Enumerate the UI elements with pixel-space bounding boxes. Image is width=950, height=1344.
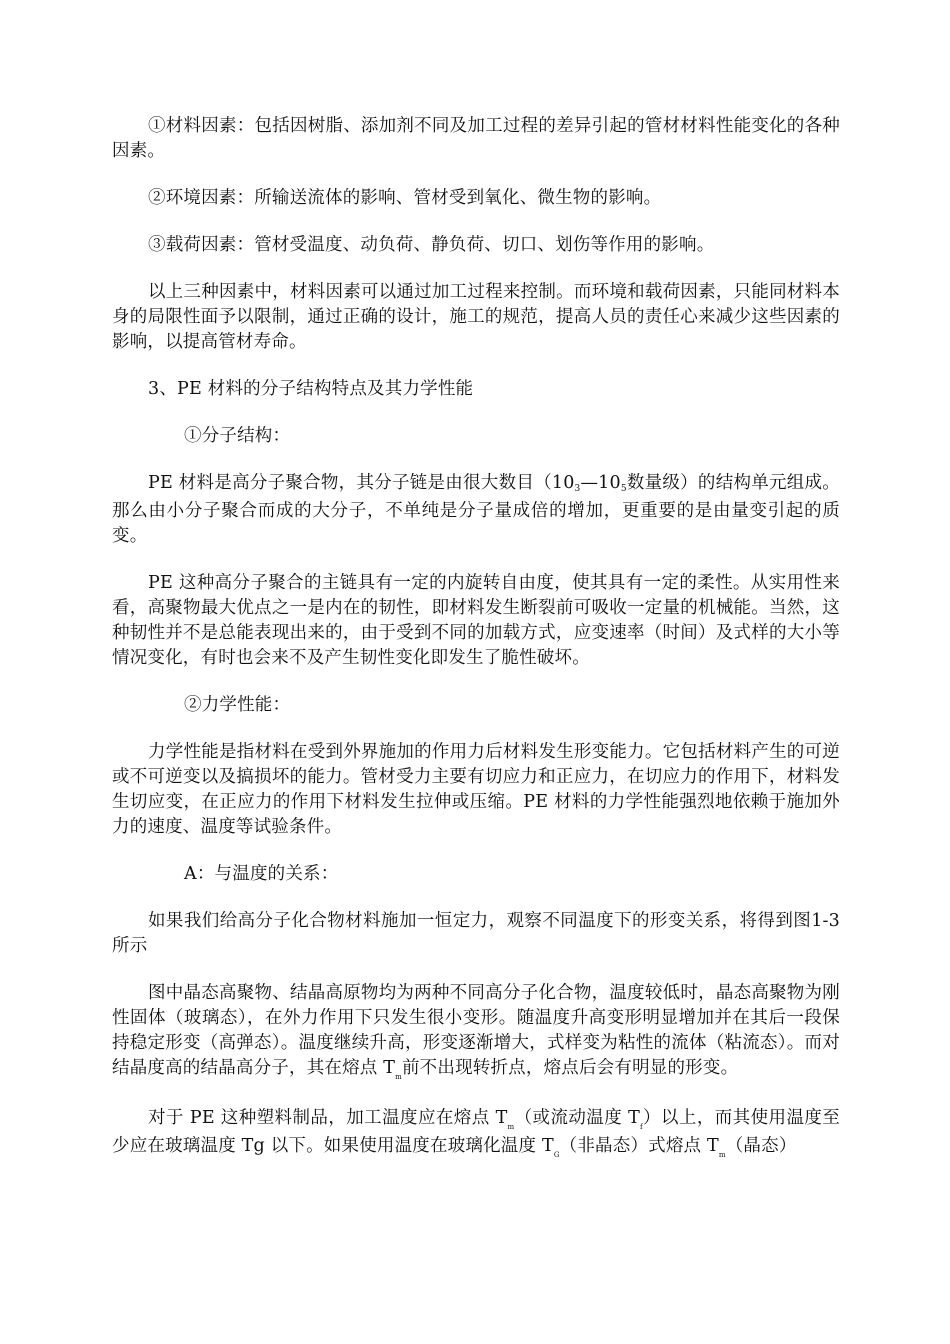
subscript: m <box>507 1123 515 1131</box>
subscript: 3 <box>574 484 581 494</box>
text-run: —10 <box>580 473 621 493</box>
text-run: PE 材料是高分子聚合物，其分子链是由很大数目（10 <box>148 473 575 493</box>
subscript: f <box>640 1123 643 1131</box>
text-run: 对于 PE 这种塑料制品，加工温度应在熔点 T <box>148 1108 508 1128</box>
paragraph-environment-factor: ②环境因素：所输送流体的影响、管材受到氧化、微生物的影响。 <box>148 188 662 208</box>
paragraph-figure-description <box>112 981 840 1084</box>
text-run: （晶态） <box>725 1136 797 1156</box>
paragraph-load-factor: ③载荷因素：管材受温度、动负荷、静负荷、切口、划伤等作用的影响。 <box>148 235 715 255</box>
text-run: （或流动温度 T <box>514 1108 641 1128</box>
subheading-temperature-relation: A：与温度的关系： <box>184 864 339 884</box>
subscript: m <box>395 1073 402 1081</box>
paragraph-material-factor: ①材料因素：包括因树脂、添加剂不同及加工过程的差异引起的管材材料性能变化的各种因素。 <box>112 116 840 161</box>
text-run: 图中晶态高聚物、结晶高原物均为两种不同高分子化合物，温度较低时，晶态高聚物为刚性固体（玻璃态），在外力作用下只发生很小变形。随温度升高变形明显增加并在其后一段保持稳定形变（高弹态）。温度继续升高，形变逐渐增大，式样变为粘性的流体（粘流态）。而对结晶度高的结晶高分子，其在熔点 T <box>112 983 840 1078</box>
paragraph-processing-temperature <box>112 1106 840 1162</box>
paragraph-molecular-structure <box>112 471 840 549</box>
paragraph-summary: 以上三种因素中，材料因素可以通过加工过程来控制。而环境和载荷因素，只能同材料本身的局限性面予以限制，通过正确的设计，施工的规范，提高人员的责任心来减少这些因素的影响，以提高管材寿命。 <box>112 282 840 352</box>
subheading-mechanical-properties: ②力学性能： <box>184 695 291 715</box>
subscript: G <box>553 1151 560 1159</box>
text-run: 数量级）的结构单元组成。那么由小分子聚合而成的大分子，不单纯是分子量成倍的增加，更重要的是由量变引起的质变。 <box>112 473 840 546</box>
text-run: 前不出现转折点，熔点后会有明显的形变。 <box>401 1058 739 1078</box>
subscript: 5 <box>620 484 627 494</box>
text-run: ）以上，而其使用温度至少应在玻璃温度 Tg 以下。如果使用温度在玻璃化温度 T <box>112 1108 840 1156</box>
document-page <box>112 114 840 1162</box>
paragraph-flexibility: PE 这种高分子聚合的主链具有一定的内旋转自由度，使其具有一定的柔性。从实用性来看，高聚物最大优点之一是内在的韧性，即材料发生断裂前可吸收一定量的机械能。当然，这种韧性并不是总能表现出来的，由于受到不同的加载方式，应变速率（时间）及式样的大小等情况变化，有时也会来不及产生韧性变化即发生了脆性破坏。 <box>112 573 840 668</box>
subscript: m <box>718 1151 726 1159</box>
subheading-molecular-structure: ①分子结构： <box>184 426 291 446</box>
paragraph-constant-force: 如果我们给高分子化合物材料施加一恒定力，观察不同温度下的形变关系，将得到图1-3 所示 <box>112 911 840 956</box>
paragraph-mechanical-properties: 力学性能是指材料在受到外界施加的作用力后材料发生形变能力。它包括材料产生的可逆或不可逆变以及搞损坏的能力。管材受力主要有切应力和正应力，在切应力的作用下，材料发生切应变，在正应力的作用下材料发生拉伸或压缩。PE 材料的力学性能强烈地依赖于施加外力的速度、温度等试验条件。 <box>112 742 840 837</box>
text-run: （非晶态）式熔点 T <box>559 1136 719 1156</box>
section-heading: 3、PE 材料的分子结构特点及其力学性能 <box>148 379 474 399</box>
